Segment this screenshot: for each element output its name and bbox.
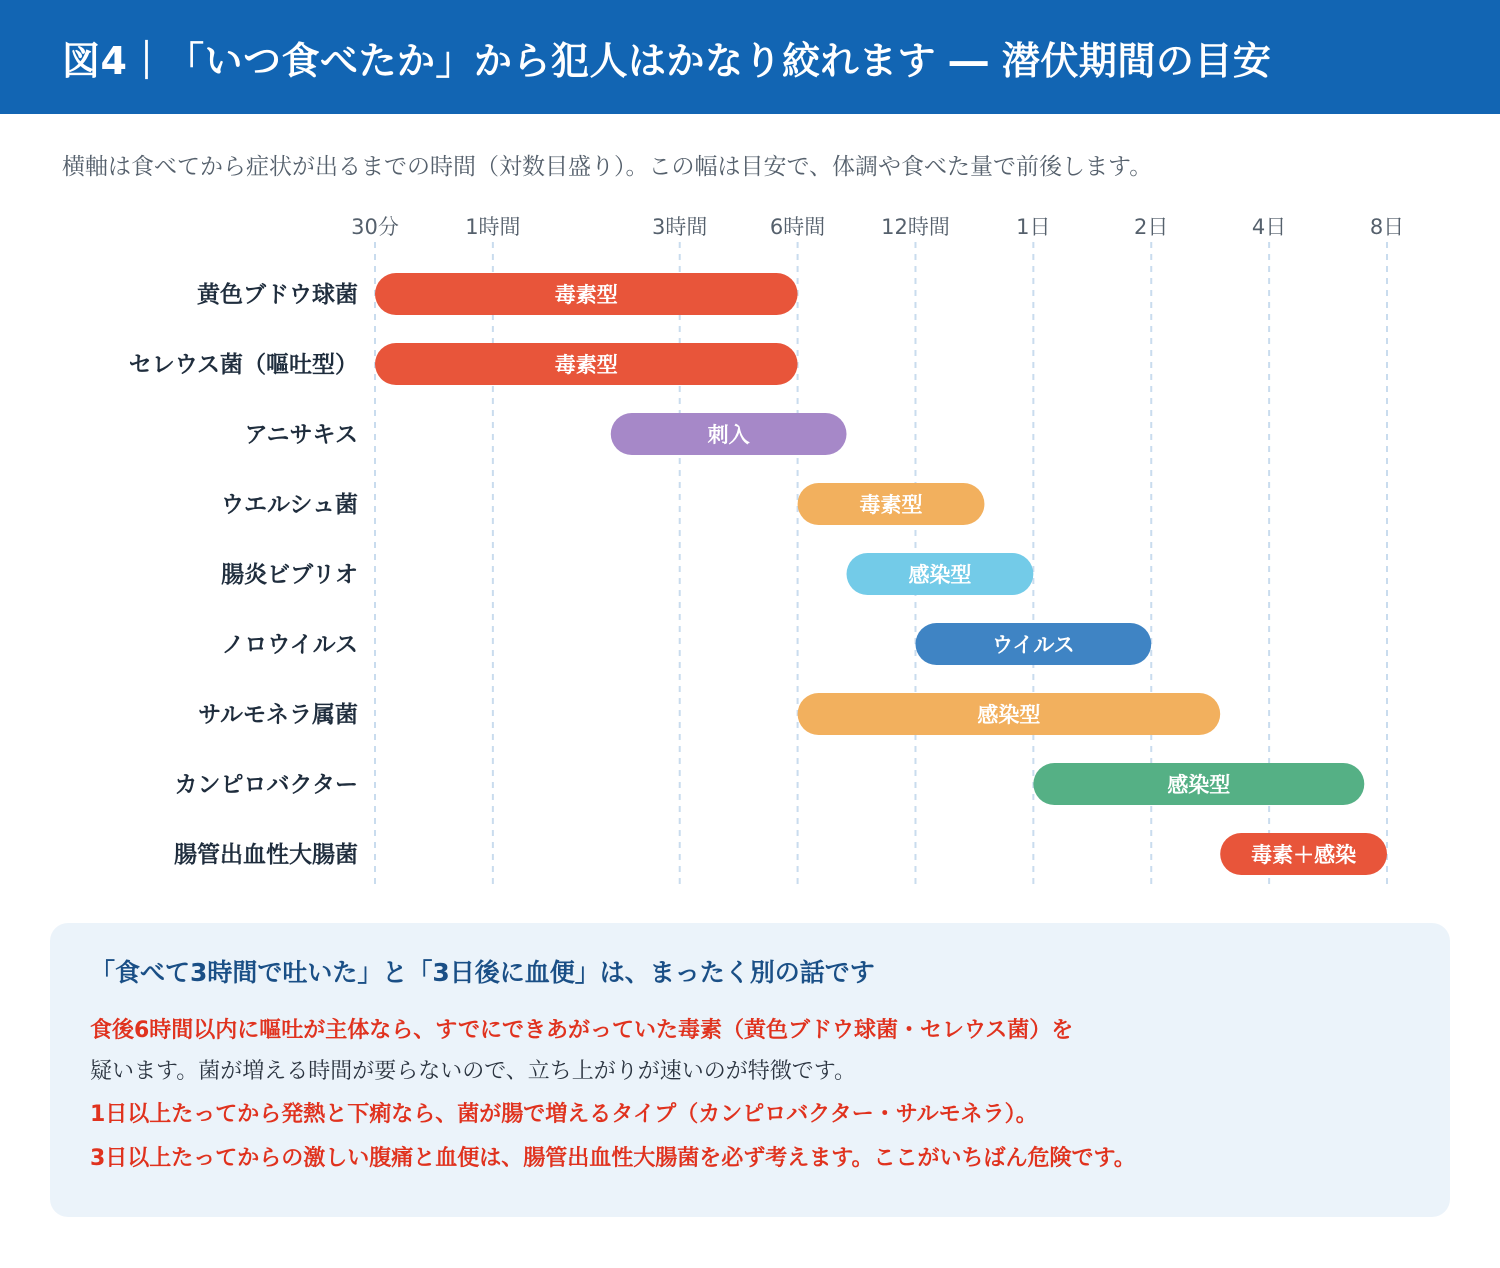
bar-label: 毒素型 (554, 283, 618, 307)
x-tick-label: 3時間 (652, 215, 708, 239)
row-label-layer (129, 281, 358, 868)
bar-label: 感染型 (908, 563, 972, 587)
bar-label: 毒素型 (554, 353, 618, 377)
x-tick-label: 12時間 (881, 215, 950, 239)
row-label: ノロウイルス (221, 632, 358, 658)
note-line-1: 食後6時間以内に嘔吐が主体なら、すでにできあがっていた毒素（黄色ブドウ球菌・セレウス菌）を (90, 1018, 1074, 1043)
row-label: アニサキス (244, 422, 358, 448)
x-tick-label: 8日 (1369, 215, 1405, 239)
bar-label: 毒素＋感染 (1251, 843, 1357, 867)
row-label: サルモネラ属菌 (198, 702, 358, 728)
x-tick-label: 30分 (351, 215, 399, 239)
x-tick-label: 4日 (1251, 215, 1287, 239)
row-label: カンピロバクター (174, 772, 358, 798)
row-label: 腸管出血性大腸菌 (174, 842, 358, 868)
x-tick-label: 2日 (1134, 215, 1169, 239)
note-title: 「食べて3時間で吐いた」と「3日後に血便」は、まったく別の話です (90, 958, 875, 987)
note-box (50, 923, 1450, 1217)
note-line-2: 疑います。菌が増える時間が要らないので、立ち上がりが速いのが特徴です。 (90, 1059, 857, 1084)
chart-subtitle: 横軸は食べてから症状が出るまでの時間（対数目盛り）。この幅は目安で、体調や食べた量で前後します。 (62, 154, 1153, 180)
x-tick-label: 1日 (1016, 215, 1051, 239)
header-bar (0, 0, 1500, 114)
bar-layer (375, 273, 1387, 875)
row-label: 黄色ブドウ球菌 (197, 282, 358, 308)
bar-label: ウイルス (991, 633, 1075, 657)
bar-label: 刺入 (707, 423, 750, 447)
row-label: ウエルシュ菌 (221, 492, 358, 518)
row-label: 腸炎ビブリオ (221, 562, 358, 588)
bar-label: 感染型 (1167, 773, 1231, 797)
bar-label: 毒素型 (859, 493, 923, 517)
note-line-3: 1日以上たってから発熱と下痢なら、菌が腸で増えるタイプ（カンピロバクター・サルモネラ）。 (90, 1102, 1038, 1127)
x-tick-label: 6時間 (769, 215, 826, 239)
page-title: 図4｜「いつ食べたか」から犯人はかなり絞れます ― 潜伏期間の目安 (62, 39, 1272, 83)
bar-label: 感染型 (977, 703, 1041, 727)
latency-chart (0, 200, 1500, 900)
x-tick-label: 1時間 (465, 215, 521, 239)
note-line-4: 3日以上たってからの激しい腹痛と血便は、腸管出血性大腸菌を必ず考えます。ここがいちばん危険です。 (90, 1146, 1136, 1171)
row-label: セレウス菌（嘔吐型） (128, 352, 358, 378)
tick-layer (351, 215, 1404, 239)
